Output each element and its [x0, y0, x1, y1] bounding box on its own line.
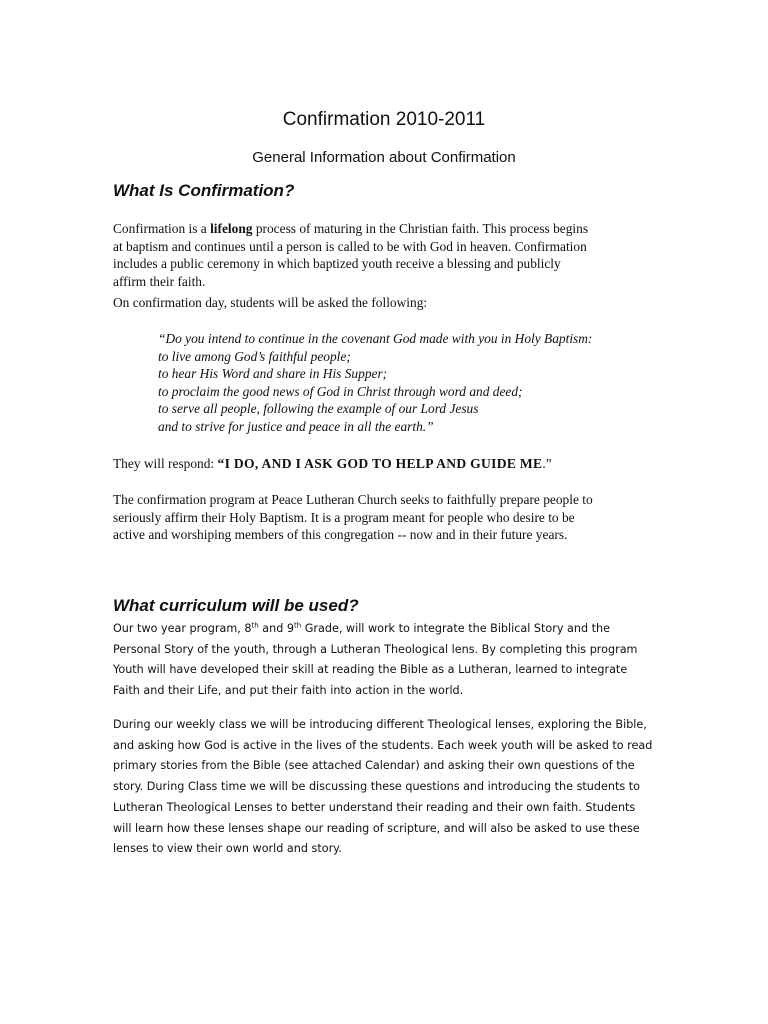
ordinal-suffix: th — [293, 621, 302, 630]
paragraph-line: and asking how God is active in the lives of the students. Each week youth will be asked to read — [113, 738, 653, 752]
response-text: “I DO, AND I ASK GOD TO HELP AND GUIDE ME — [217, 456, 543, 471]
paragraph-line: Faith and their Life, and put their faith into action in the world. — [113, 684, 464, 698]
paragraph-question-intro: On confirmation day, students will be asked the following: — [113, 295, 428, 310]
paragraph-response — [113, 455, 673, 473]
quote-line: “Do you intend to continue in the covenant God made with you in Holy Baptism: — [158, 331, 593, 346]
paragraph-line: active and worshiping members of this congregation -- now and in their future years. — [113, 527, 568, 542]
paragraph-line: affirm their faith. — [113, 273, 206, 289]
document-title: Confirmation 2010-2011 — [282, 109, 486, 130]
quote-line: to proclaim the good news of God in Christ through word and deed; — [158, 383, 523, 399]
paragraph-line: The confirmation program at Peace Lutheran Church seeks to faithfully prepare people to — [113, 492, 593, 507]
text-run: They will respond: — [113, 456, 218, 471]
paragraph-line: includes a public ceremony in which baptized youth receive a blessing and publicly — [113, 256, 561, 271]
text-run: Grade, will work to integrate the Biblical Story and the — [301, 622, 610, 635]
quote-line: to serve all people, following the example of our Lord Jesus — [158, 401, 479, 416]
paragraph-line: seriously affirm their Holy Baptism. It is a program meant for people who desire to be — [113, 509, 575, 525]
confirmation-question-quote — [158, 330, 678, 435]
section-heading-what-is-confirmation: What Is Confirmation? — [113, 181, 295, 200]
text-run: Our two year program, 8 — [113, 622, 252, 635]
paragraph-line: story. During Class time we will be discussing these questions and introducing the students to — [113, 780, 640, 794]
paragraph-line: Youth will have developed their skill at reading the Bible as a Lutheran, learned to integrate — [113, 663, 628, 677]
paragraph-line — [113, 455, 673, 473]
paragraph-line: Personal Story of the youth, through a Lutheran Theological lens. By completing this program — [113, 642, 638, 656]
paragraph-line: at baptism and continues until a person is called to be with God in heaven. Confirmation — [113, 238, 587, 254]
text-run: .” — [542, 456, 552, 471]
paragraph-definition — [113, 220, 673, 290]
ordinal-suffix: th — [251, 621, 259, 630]
paragraph-line: lenses to view their own world and story. — [113, 842, 342, 856]
section-heading-curriculum: What curriculum will be used? — [113, 596, 359, 615]
text-run: and 9 — [258, 622, 294, 635]
text-run: process of maturing in the Christian faith. This process begins — [252, 221, 589, 236]
paragraph-line: will learn how these lenses shape our reading of scripture, and will also be asked to use these — [113, 821, 640, 835]
paragraph-line — [113, 220, 673, 238]
quote-line: to live among God’s faithful people; — [158, 348, 351, 364]
emphasis-lifelong: lifelong — [210, 221, 253, 236]
paragraph-program-purpose — [113, 491, 673, 544]
document-subtitle: General Information about Confirmation — [252, 149, 516, 166]
paragraph-program-overview — [113, 619, 673, 702]
paragraph-weekly-class — [113, 715, 673, 860]
quote-line: to hear His Word and share in His Supper; — [158, 366, 388, 381]
paragraph-line — [113, 619, 673, 640]
text-run: Confirmation is a — [113, 221, 211, 236]
paragraph-line: Lutheran Theological Lenses to better understand their reading and their own faith. Students — [113, 800, 636, 814]
paragraph-line: During our weekly class we will be introducing different Theological lenses, exploring the Bible, — [113, 718, 647, 731]
quote-line: and to strive for justice and peace in all the earth.” — [158, 418, 434, 434]
paragraph-line: primary stories from the Bible (see attached Calendar) and asking their own questions of the — [113, 759, 635, 773]
